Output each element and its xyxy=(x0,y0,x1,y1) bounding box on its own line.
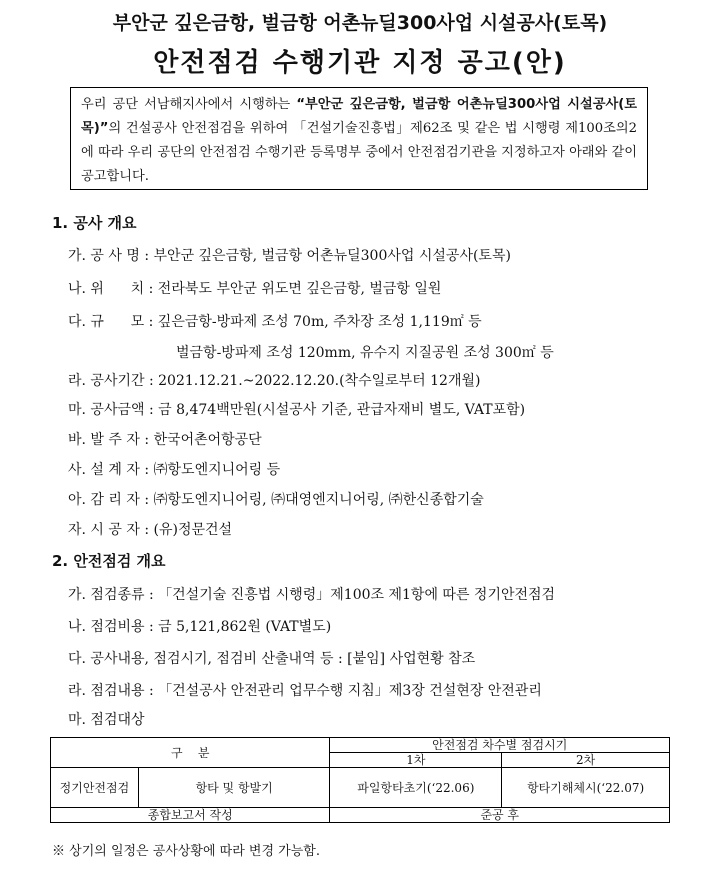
row-value: 한국어촌어항공단 xyxy=(153,432,262,448)
overview-row-scale-cont: 벌금항-방파제 조성 120mm, 유수지 지질공원 조성 300㎡ 등 xyxy=(176,345,554,361)
table-cell-target: 항타 및 항발기 xyxy=(138,768,330,808)
inspection-row-content xyxy=(68,680,542,700)
row-value: 깊은금항-방파제 조성 70m, 주차장 조성 1,119㎡ 등 xyxy=(157,314,482,330)
intro-box xyxy=(70,87,648,190)
row-value: 「건설공사 안전관리 업무수행 지침」제3장 건설현장 안전관리 xyxy=(158,683,542,699)
section2-heading: 2. 안전점검 개요 xyxy=(52,552,166,570)
row-value: ㈜항도엔지니어링, ㈜대영엔지니어링, ㈜한신종합기술 xyxy=(153,492,484,508)
table-header-schedule: 안전점검 차수별 점검시기 xyxy=(330,738,670,753)
section1-heading: 1. 공사 개요 xyxy=(52,214,137,232)
row-label: 나. 점검비용 : xyxy=(68,619,159,635)
row-label: 아. 감 리 자 : xyxy=(68,492,154,508)
table-header-round1: 1차 xyxy=(330,753,502,768)
overview-row-contractor xyxy=(68,519,232,539)
row-value: 전라북도 부안군 위도면 깊은금항, 벌금항 일원 xyxy=(157,281,442,297)
table-cell-round1: 파일항타초기(‘22.06) xyxy=(330,768,502,808)
row-label: 자. 시 공 자 : xyxy=(68,522,154,538)
row-value: ㈜항도엔지니어링 등 xyxy=(153,462,281,478)
row-value: 2021.12.21.~2022.12.20.(착수일로부터 12개월) xyxy=(158,373,481,389)
table-cell-inspection-type: 정기안전점검 xyxy=(51,768,139,808)
notice-title-line2: 안전점검 수행기관 지정 공고(안) xyxy=(153,48,567,78)
notice-title-line1: 부안군 깊은금항, 벌금항 어촌뉴딜300사업 시설공사(토목) xyxy=(112,12,608,34)
row-value: 금 8,474백만원(시설공사 기준, 관급자재비 별도, VAT포함) xyxy=(158,402,526,418)
overview-row-scale xyxy=(68,311,482,331)
overview-row-supervisor xyxy=(68,489,484,509)
row-label: 다. 공사내용, 점검시기, 점검비 산출내역 등 : xyxy=(68,651,348,667)
table-cell-report-label: 종합보고서 작성 xyxy=(51,808,330,823)
row-label: 마. 점검대상 xyxy=(68,712,145,728)
row-value: (유)정문건설 xyxy=(153,522,233,538)
intro-text-part1: 우리 공단 서남해지사에서 시행하는 xyxy=(81,97,297,112)
overview-row-location xyxy=(68,278,441,298)
inspection-row-type xyxy=(68,584,555,604)
row-label: 바. 발 주 자 : xyxy=(68,432,154,448)
row-label: 가. 공 사 명 : xyxy=(68,248,154,264)
row-value: [붙임] 사업현황 참조 xyxy=(347,651,476,667)
table-cell-round2: 항타기해체시(‘22.07) xyxy=(502,768,670,808)
overview-row-name xyxy=(68,245,511,265)
overview-row-client xyxy=(68,429,262,449)
row-label: 사. 설 계 자 : xyxy=(68,462,154,478)
row-label: 나. 위 치 : xyxy=(68,281,158,297)
table-header-category: 구 분 xyxy=(51,738,330,768)
row-label: 마. 공사금액 : xyxy=(68,402,159,418)
row-value: 금 5,121,862원 (VAT별도) xyxy=(158,619,332,635)
intro-text-part2: 의 건설공사 안전점검을 위하여 「건설기술진흥법」제62조 및 같은 법 시행령 제100조의2에 따라 우리 공단의 안전점검 수행기관 등록명부 중에서 안전점검기관을 지정하고자 아래와 같이 공고합니다. xyxy=(81,121,637,184)
inspection-row-target xyxy=(68,709,145,729)
overview-row-amount xyxy=(68,399,525,419)
table-cell-report-value: 준공 후 xyxy=(330,808,670,823)
inspection-row-cost xyxy=(68,616,331,636)
row-label: 라. 공사기간 : xyxy=(68,373,159,389)
inspection-row-details xyxy=(68,648,475,668)
row-label: 다. 규 모 : xyxy=(68,314,158,330)
row-value: 부안군 깊은금항, 벌금항 어촌뉴딜300사업 시설공사(토목) xyxy=(153,248,511,264)
overview-row-designer xyxy=(68,459,280,479)
intro-project-name: “부안군 깊은금항, 벌금항 어촌뉴딜300사업 시설공사(토목)” xyxy=(81,97,637,136)
row-label: 가. 점검종류 : xyxy=(68,587,159,603)
schedule-note: ※ 상기의 일정은 공사상황에 따라 변경 가능함. xyxy=(52,844,320,859)
row-label: 라. 점검내용 : xyxy=(68,683,159,699)
row-value: 「건설기술 진흥법 시행령」제100조 제1항에 따른 정기안전점검 xyxy=(158,587,556,603)
table-header-round2: 2차 xyxy=(502,753,670,768)
inspection-schedule-table xyxy=(50,737,670,823)
overview-row-period xyxy=(68,370,480,390)
